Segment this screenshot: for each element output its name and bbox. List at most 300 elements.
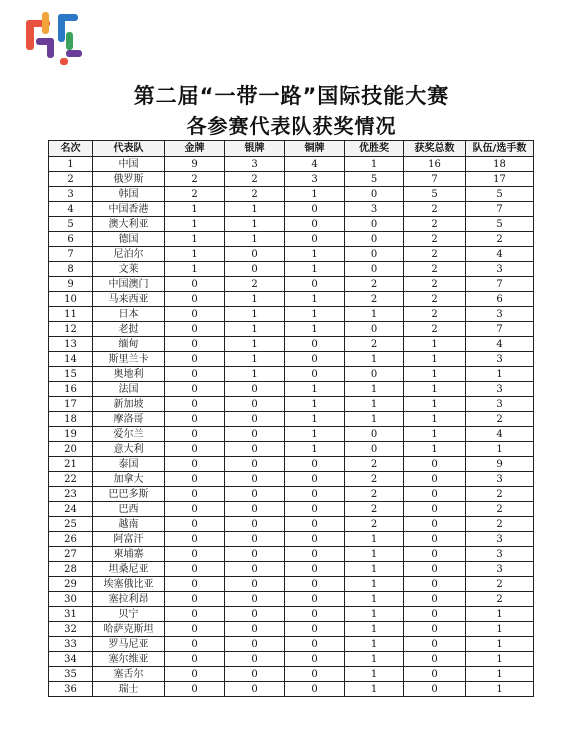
table-cell: 3 <box>345 202 404 217</box>
table-cell: 0 <box>285 667 345 682</box>
table-cell: 0 <box>165 607 225 622</box>
table-cell: 0 <box>225 547 285 562</box>
table-cell: 贝宁 <box>93 607 165 622</box>
table-cell: 10 <box>49 292 93 307</box>
table-cell: 0 <box>285 652 345 667</box>
table-row <box>49 217 534 232</box>
table-cell: 中国香港 <box>93 202 165 217</box>
table-cell: 0 <box>285 622 345 637</box>
table-cell: 1 <box>466 667 534 682</box>
table-cell: 1 <box>466 442 534 457</box>
table-cell: 30 <box>49 592 93 607</box>
table-row <box>49 247 534 262</box>
table-cell: 澳大利亚 <box>93 217 165 232</box>
table-cell: 1 <box>345 307 404 322</box>
table-cell: 0 <box>225 472 285 487</box>
table-cell: 0 <box>345 247 404 262</box>
table-cell: 0 <box>165 337 225 352</box>
table-cell: 0 <box>285 562 345 577</box>
table-cell: 0 <box>165 292 225 307</box>
table-cell: 1 <box>345 532 404 547</box>
table-cell: 0 <box>345 262 404 277</box>
table-cell: 0 <box>345 442 404 457</box>
column-header: 银牌 <box>225 141 285 157</box>
table-cell: 中国澳门 <box>93 277 165 292</box>
table-cell: 0 <box>165 682 225 697</box>
table-cell: 0 <box>165 352 225 367</box>
table-cell: 25 <box>49 517 93 532</box>
table-cell: 0 <box>165 562 225 577</box>
table-cell: 爱尔兰 <box>93 427 165 442</box>
table-cell: 1 <box>225 337 285 352</box>
table-cell: 3 <box>466 562 534 577</box>
table-cell: 0 <box>345 232 404 247</box>
table-cell: 18 <box>49 412 93 427</box>
table-cell: 摩洛哥 <box>93 412 165 427</box>
table-cell: 阿富汗 <box>93 532 165 547</box>
table-cell: 0 <box>165 502 225 517</box>
table-row <box>49 607 534 622</box>
table-cell: 1 <box>404 412 466 427</box>
table-row <box>49 592 534 607</box>
table-cell: 0 <box>404 502 466 517</box>
page-title: 第二届“一带一路”国际技能大赛 <box>133 84 450 108</box>
table-cell: 32 <box>49 622 93 637</box>
table-cell: 0 <box>404 562 466 577</box>
table-cell: 9 <box>165 157 225 172</box>
column-header: 金牌 <box>165 141 225 157</box>
table-cell: 1 <box>285 292 345 307</box>
table-row <box>49 262 534 277</box>
table-cell: 2 <box>345 487 404 502</box>
table-cell: 0 <box>165 667 225 682</box>
table-cell: 0 <box>165 322 225 337</box>
table-cell: 0 <box>404 487 466 502</box>
table-cell: 13 <box>49 337 93 352</box>
table-cell: 0 <box>165 382 225 397</box>
table-cell: 0 <box>225 502 285 517</box>
table-cell: 16 <box>404 157 466 172</box>
table-row <box>49 202 534 217</box>
table-cell: 1 <box>225 352 285 367</box>
table-cell: 1 <box>404 427 466 442</box>
table-cell: 1 <box>225 217 285 232</box>
table-cell: 0 <box>404 592 466 607</box>
table-cell: 2 <box>165 187 225 202</box>
table-row <box>49 442 534 457</box>
table-cell: 1 <box>345 682 404 697</box>
table-cell: 1 <box>225 307 285 322</box>
table-cell: 33 <box>49 637 93 652</box>
table-cell: 2 <box>345 277 404 292</box>
table-cell: 1 <box>345 592 404 607</box>
table-cell: 0 <box>285 547 345 562</box>
table-cell: 7 <box>466 322 534 337</box>
table-cell: 2 <box>404 307 466 322</box>
table-cell: 17 <box>49 397 93 412</box>
table-cell: 3 <box>466 472 534 487</box>
table-cell: 1 <box>285 412 345 427</box>
table-cell: 0 <box>285 232 345 247</box>
table-cell: 1 <box>345 637 404 652</box>
table-cell: 5 <box>345 172 404 187</box>
table-cell: 0 <box>165 307 225 322</box>
table-cell: 3 <box>466 532 534 547</box>
table-row <box>49 457 534 472</box>
table-row <box>49 517 534 532</box>
table-cell: 塞舌尔 <box>93 667 165 682</box>
table-cell: 马来西亚 <box>93 292 165 307</box>
table-cell: 0 <box>285 367 345 382</box>
table-cell: 2 <box>345 337 404 352</box>
table-cell: 1 <box>404 397 466 412</box>
table-cell: 2 <box>49 172 93 187</box>
table-cell: 斯里兰卡 <box>93 352 165 367</box>
table-cell: 1 <box>345 412 404 427</box>
table-row <box>49 322 534 337</box>
table-cell: 0 <box>165 427 225 442</box>
table-cell: 0 <box>404 547 466 562</box>
table-cell: 8 <box>49 262 93 277</box>
table-row <box>49 412 534 427</box>
table-cell: 1 <box>165 217 225 232</box>
table-cell: 2 <box>404 247 466 262</box>
table-cell: 27 <box>49 547 93 562</box>
column-header: 队伍/选手数 <box>466 141 534 157</box>
table-cell: 1 <box>285 247 345 262</box>
table-cell: 1 <box>466 637 534 652</box>
table-cell: 36 <box>49 682 93 697</box>
table-cell: 2 <box>466 502 534 517</box>
table-cell: 2 <box>345 292 404 307</box>
table-cell: 0 <box>404 472 466 487</box>
table-cell: 1 <box>285 442 345 457</box>
table-cell: 1 <box>285 262 345 277</box>
table-cell: 0 <box>165 442 225 457</box>
table-cell: 7 <box>466 277 534 292</box>
table-cell: 2 <box>466 577 534 592</box>
table-cell: 5 <box>49 217 93 232</box>
table-cell: 2 <box>345 472 404 487</box>
table-cell: 奥地利 <box>93 367 165 382</box>
table-cell: 2 <box>225 187 285 202</box>
table-row <box>49 307 534 322</box>
table-row <box>49 637 534 652</box>
table-cell: 0 <box>285 337 345 352</box>
table-cell: 1 <box>225 232 285 247</box>
table-cell: 0 <box>225 247 285 262</box>
table-row <box>49 232 534 247</box>
table-cell: 21 <box>49 457 93 472</box>
table-cell: 0 <box>165 412 225 427</box>
table-cell: 0 <box>165 397 225 412</box>
table-cell: 0 <box>345 217 404 232</box>
table-cell: 0 <box>285 502 345 517</box>
table-cell: 2 <box>404 202 466 217</box>
table-cell: 缅甸 <box>93 337 165 352</box>
table-cell: 0 <box>404 652 466 667</box>
table-cell: 1 <box>345 157 404 172</box>
table-cell: 1 <box>285 382 345 397</box>
table-cell: 1 <box>345 652 404 667</box>
table-cell: 0 <box>225 382 285 397</box>
table-cell: 1 <box>345 397 404 412</box>
table-cell: 6 <box>49 232 93 247</box>
table-row <box>49 547 534 562</box>
competition-logo-icon <box>22 10 84 68</box>
table-cell: 0 <box>345 427 404 442</box>
table-row <box>49 502 534 517</box>
table-cell: 2 <box>466 232 534 247</box>
table-cell: 0 <box>285 577 345 592</box>
table-cell: 1 <box>345 382 404 397</box>
table-cell: 0 <box>345 367 404 382</box>
table-cell: 0 <box>225 412 285 427</box>
table-cell: 1 <box>285 307 345 322</box>
table-cell: 7 <box>466 202 534 217</box>
table-cell: 0 <box>285 352 345 367</box>
table-cell: 坦桑尼亚 <box>93 562 165 577</box>
table-cell: 2 <box>225 172 285 187</box>
table-cell: 1 <box>285 397 345 412</box>
column-header: 铜牌 <box>285 141 345 157</box>
table-cell: 0 <box>225 637 285 652</box>
table-cell: 1 <box>466 652 534 667</box>
table-cell: 9 <box>466 457 534 472</box>
table-cell: 哈萨克斯坦 <box>93 622 165 637</box>
table-cell: 0 <box>285 472 345 487</box>
table-cell: 0 <box>225 262 285 277</box>
table-cell: 塞拉利昂 <box>93 592 165 607</box>
table-cell: 0 <box>285 277 345 292</box>
table-cell: 0 <box>165 457 225 472</box>
table-cell: 14 <box>49 352 93 367</box>
table-cell: 3 <box>466 307 534 322</box>
table-cell: 2 <box>466 487 534 502</box>
table-cell: 1 <box>345 622 404 637</box>
table-cell: 1 <box>345 562 404 577</box>
table-cell: 0 <box>404 607 466 622</box>
table-cell: 0 <box>165 637 225 652</box>
table-cell: 法国 <box>93 382 165 397</box>
table-cell: 3 <box>466 262 534 277</box>
table-cell: 0 <box>165 532 225 547</box>
table-cell: 0 <box>225 517 285 532</box>
table-row <box>49 157 534 172</box>
table-cell: 0 <box>165 652 225 667</box>
table-cell: 2 <box>345 457 404 472</box>
table-cell: 0 <box>404 622 466 637</box>
table-cell: 3 <box>49 187 93 202</box>
table-cell: 0 <box>165 487 225 502</box>
table-cell: 12 <box>49 322 93 337</box>
table-cell: 新加坡 <box>93 397 165 412</box>
table-cell: 1 <box>165 262 225 277</box>
table-cell: 2 <box>404 322 466 337</box>
table-cell: 2 <box>404 232 466 247</box>
table-cell: 塞尔维亚 <box>93 652 165 667</box>
column-header: 名次 <box>49 141 93 157</box>
table-cell: 加拿大 <box>93 472 165 487</box>
table-row <box>49 367 534 382</box>
table-cell: 11 <box>49 307 93 322</box>
table-cell: 1 <box>285 322 345 337</box>
table-cell: 0 <box>404 517 466 532</box>
table-cell: 0 <box>225 397 285 412</box>
table-cell: 1 <box>225 292 285 307</box>
table-cell: 5 <box>404 187 466 202</box>
table-cell: 15 <box>49 367 93 382</box>
table-row <box>49 397 534 412</box>
table-cell: 3 <box>466 547 534 562</box>
column-header: 优胜奖 <box>345 141 404 157</box>
table-cell: 3 <box>466 382 534 397</box>
table-cell: 2 <box>466 412 534 427</box>
table-cell: 尼泊尔 <box>93 247 165 262</box>
table-cell: 0 <box>285 637 345 652</box>
table-cell: 9 <box>49 277 93 292</box>
table-cell: 34 <box>49 652 93 667</box>
table-cell: 德国 <box>93 232 165 247</box>
table-cell: 0 <box>285 517 345 532</box>
table-cell: 2 <box>345 502 404 517</box>
table-row <box>49 187 534 202</box>
table-cell: 4 <box>466 337 534 352</box>
table-cell: 0 <box>225 682 285 697</box>
table-cell: 1 <box>404 337 466 352</box>
table-cell: 4 <box>466 427 534 442</box>
table-cell: 22 <box>49 472 93 487</box>
table-row <box>49 652 534 667</box>
table-row <box>49 472 534 487</box>
table-cell: 16 <box>49 382 93 397</box>
table-cell: 1 <box>225 322 285 337</box>
table-cell: 0 <box>225 562 285 577</box>
table-cell: 0 <box>285 217 345 232</box>
table-cell: 5 <box>466 187 534 202</box>
table-row <box>49 427 534 442</box>
table-cell: 1 <box>466 607 534 622</box>
table-cell: 1 <box>466 367 534 382</box>
table-cell: 1 <box>345 352 404 367</box>
column-header: 代表队 <box>93 141 165 157</box>
table-cell: 0 <box>225 442 285 457</box>
table-cell: 2 <box>404 292 466 307</box>
table-cell: 0 <box>404 532 466 547</box>
table-cell: 35 <box>49 667 93 682</box>
table-cell: 0 <box>345 322 404 337</box>
table-cell: 4 <box>285 157 345 172</box>
table-cell: 23 <box>49 487 93 502</box>
table-cell: 0 <box>404 667 466 682</box>
table-cell: 柬埔寨 <box>93 547 165 562</box>
table-row <box>49 532 534 547</box>
table-cell: 0 <box>225 577 285 592</box>
table-row <box>49 172 534 187</box>
table-cell: 3 <box>466 397 534 412</box>
table-cell: 17 <box>466 172 534 187</box>
table-cell: 1 <box>345 577 404 592</box>
table-cell: 0 <box>404 577 466 592</box>
table-row <box>49 382 534 397</box>
table-cell: 0 <box>165 622 225 637</box>
table-cell: 28 <box>49 562 93 577</box>
table-cell: 19 <box>49 427 93 442</box>
table-row <box>49 667 534 682</box>
table-cell: 0 <box>404 457 466 472</box>
table-cell: 3 <box>285 172 345 187</box>
table-cell: 0 <box>165 592 225 607</box>
table-cell: 1 <box>404 382 466 397</box>
table-cell: 0 <box>225 592 285 607</box>
table-cell: 4 <box>49 202 93 217</box>
table-cell: 俄罗斯 <box>93 172 165 187</box>
table-cell: 2 <box>404 277 466 292</box>
results-table <box>48 140 534 697</box>
table-cell: 2 <box>404 262 466 277</box>
table-cell: 1 <box>466 622 534 637</box>
table-cell: 1 <box>225 367 285 382</box>
table-cell: 0 <box>345 187 404 202</box>
table-cell: 泰国 <box>93 457 165 472</box>
table-cell: 0 <box>285 532 345 547</box>
table-cell: 1 <box>285 187 345 202</box>
table-cell: 文莱 <box>93 262 165 277</box>
table-cell: 2 <box>345 517 404 532</box>
table-cell: 0 <box>165 472 225 487</box>
table-cell: 0 <box>225 667 285 682</box>
table-row <box>49 292 534 307</box>
table-row <box>49 487 534 502</box>
table-row <box>49 622 534 637</box>
table-cell: 0 <box>404 682 466 697</box>
table-cell: 0 <box>165 277 225 292</box>
table-cell: 0 <box>225 457 285 472</box>
column-header: 获奖总数 <box>404 141 466 157</box>
table-cell: 1 <box>165 202 225 217</box>
table-cell: 0 <box>165 517 225 532</box>
table-cell: 意大利 <box>93 442 165 457</box>
table-cell: 0 <box>225 607 285 622</box>
table-cell: 1 <box>345 607 404 622</box>
table-cell: 3 <box>225 157 285 172</box>
table-cell: 0 <box>225 427 285 442</box>
table-row <box>49 577 534 592</box>
table-cell: 2 <box>466 592 534 607</box>
table-cell: 0 <box>285 682 345 697</box>
table-cell: 1 <box>466 682 534 697</box>
table-cell: 26 <box>49 532 93 547</box>
table-cell: 24 <box>49 502 93 517</box>
table-body <box>49 157 534 697</box>
table-cell: 瑞士 <box>93 682 165 697</box>
table-cell: 0 <box>285 457 345 472</box>
table-row <box>49 682 534 697</box>
table-cell: 0 <box>165 367 225 382</box>
table-cell: 0 <box>285 202 345 217</box>
table-cell: 2 <box>404 217 466 232</box>
table-cell: 29 <box>49 577 93 592</box>
table-cell: 0 <box>285 607 345 622</box>
table-cell: 巴西 <box>93 502 165 517</box>
table-cell: 1 <box>165 232 225 247</box>
table-cell: 1 <box>404 352 466 367</box>
table-cell: 1 <box>225 202 285 217</box>
table-cell: 4 <box>466 247 534 262</box>
table-cell: 5 <box>466 217 534 232</box>
table-cell: 1 <box>345 667 404 682</box>
table-cell: 0 <box>225 487 285 502</box>
